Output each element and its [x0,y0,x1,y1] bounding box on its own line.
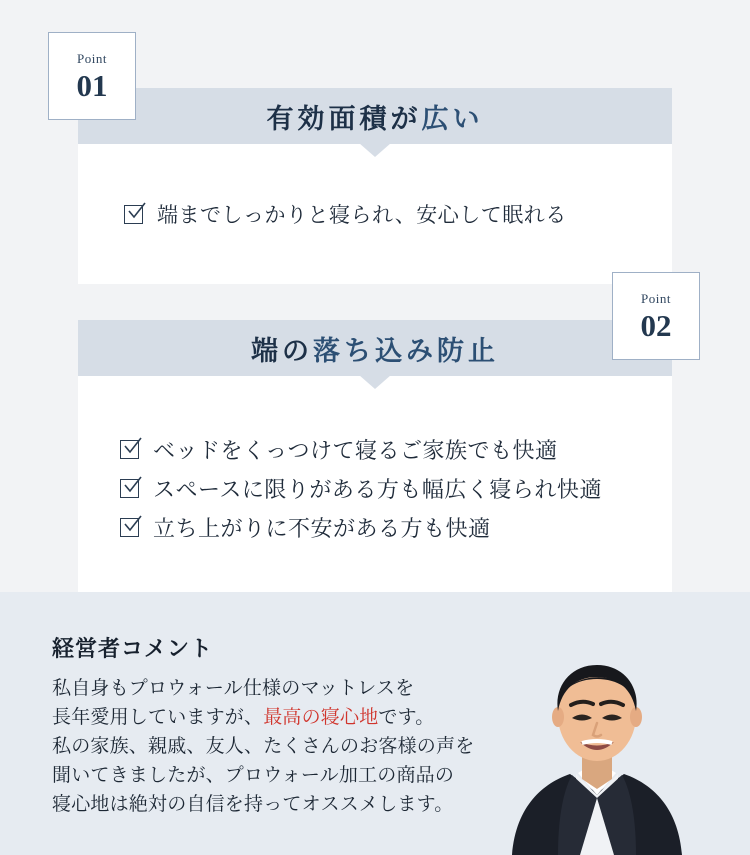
comment-line-pre: 聞いてきましたが、プロウォール加工の商品の [52,764,455,786]
list-item-label: スペースに限りがある方も幅広く寝られ快適 [153,476,602,502]
comment-highlight: 最高の寝心地 [263,706,379,728]
check-icon [120,440,139,459]
section-header-01 [78,88,672,144]
list-item [78,430,672,469]
section-title-02 [251,329,499,368]
list-item-label: ベッドをくっつけて寝るご家族でも快適 [153,437,558,463]
section-title-01 [267,97,484,136]
executive-portrait [492,643,702,855]
section-title-plain: 端の [251,335,313,366]
point-badge-number: 02 [640,307,672,343]
list-item-label: 立ち上がりに不安がある方も快適 [153,515,491,541]
list-item [78,195,672,233]
list-item [78,508,672,547]
section-block-01 [78,88,672,284]
comment-line [52,675,522,704]
section-header-02 [78,320,672,376]
point-badge-label: Point [77,50,107,66]
executive-comment-section [0,592,750,855]
section-block-02 [78,320,672,600]
check-icon [120,479,139,498]
check-icon [124,205,143,224]
comment-text-block [52,632,522,819]
section-title-accent: 広い [421,103,484,134]
comment-line [52,791,522,820]
point-badge-01 [48,32,136,120]
comment-line-pre: 私の家族、親戚、友人、たくさんのお客様の声を [52,735,475,757]
comment-line-post: です。 [378,706,435,728]
section-body-02 [78,376,672,600]
point-badge-number: 01 [76,67,108,103]
list-item-label: 端までしっかりと寝られ、安心して眠れる [157,203,567,227]
comment-line [52,733,522,762]
section-title-accent: 落ち込み防止 [313,335,499,366]
point-badge-02 [612,272,700,360]
header-arrow-icon [359,143,391,157]
comment-line-pre: 寝心地は絶対の自信を持ってオススメします。 [52,793,454,815]
header-arrow-icon [359,375,391,389]
point-badge-label: Point [641,290,671,306]
list-item [78,469,672,508]
comment-line-pre: 私自身もプロウォール仕様のマットレスを [52,678,415,699]
check-icon [120,518,139,537]
section-body-01 [78,144,672,284]
comment-line [52,704,522,733]
comment-line-pre: 長年愛用していますが、 [52,706,264,728]
comment-line [52,762,522,791]
comment-heading: 経営者コメント [52,636,214,661]
section-title-plain: 有効面積が [266,103,422,134]
